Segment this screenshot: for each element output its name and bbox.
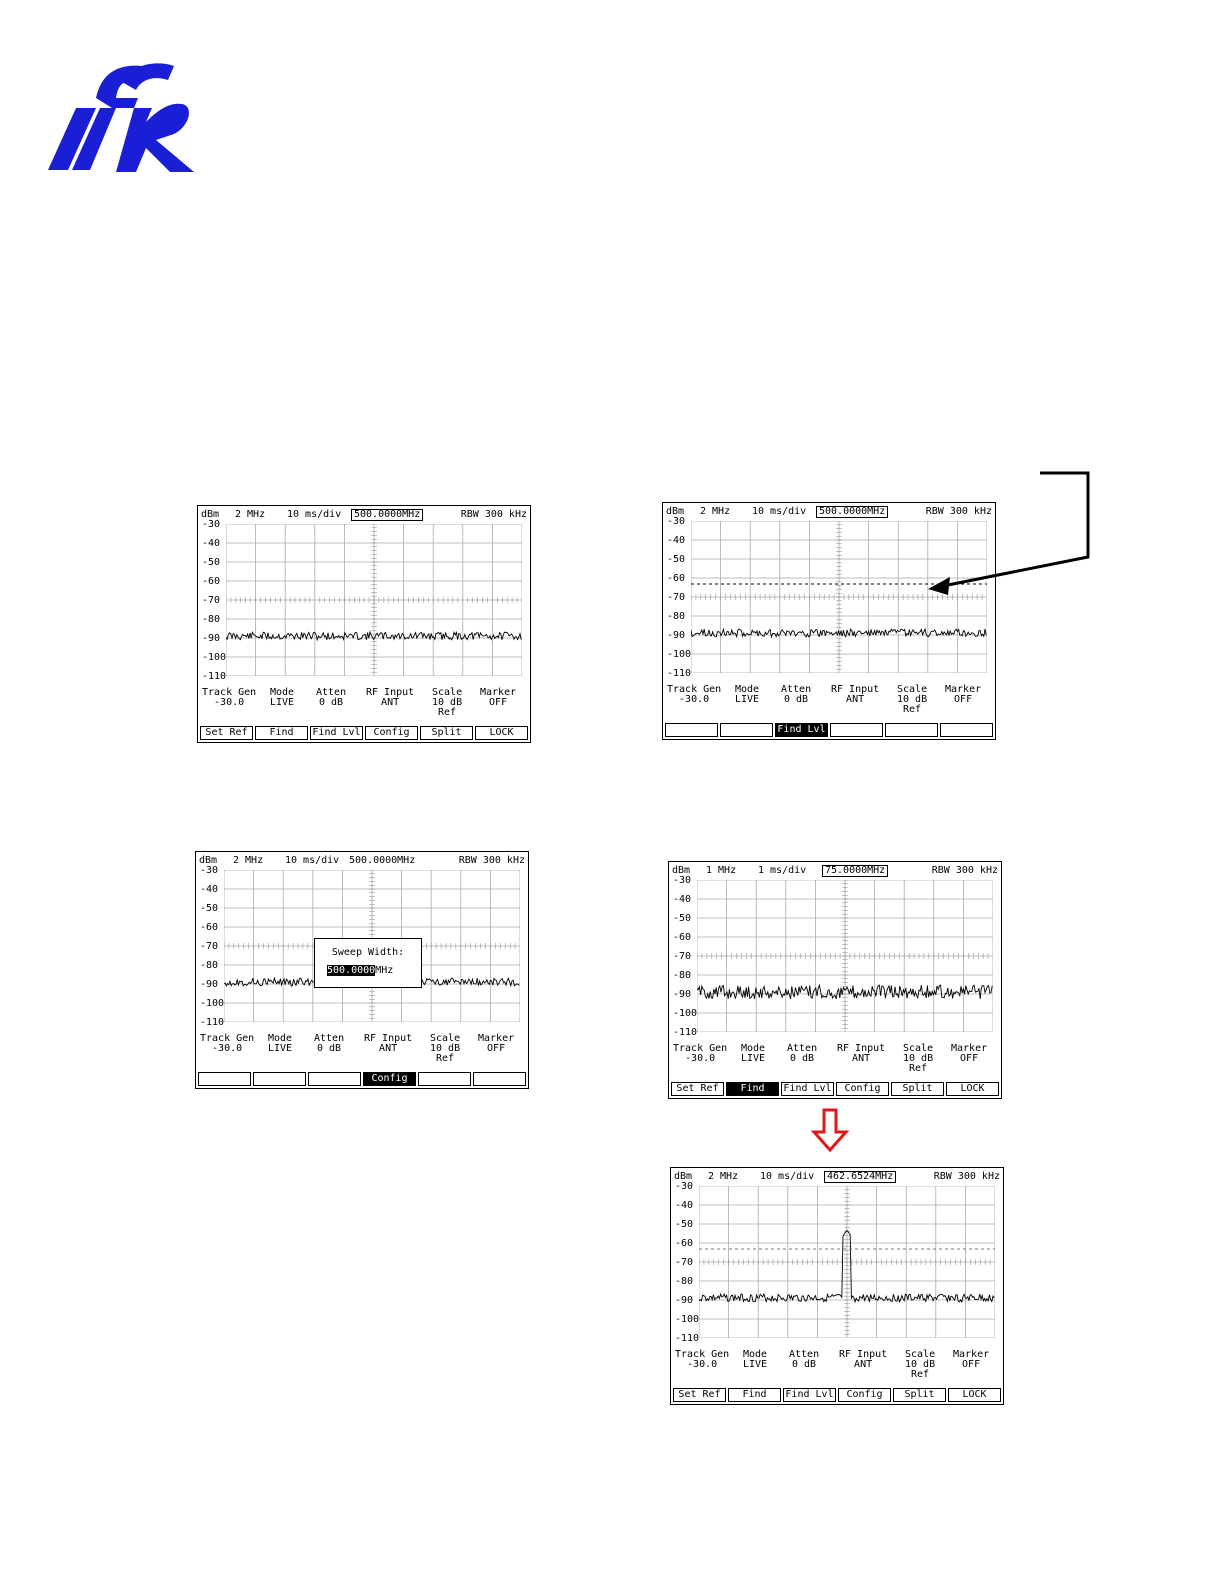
screen-header	[199, 855, 525, 867]
analyzer-screen-1	[197, 505, 531, 743]
softkey-blank-4[interactable]	[418, 1072, 471, 1086]
status-area	[198, 688, 530, 722]
softkey-bar	[671, 1082, 999, 1096]
status-marker: Marker OFF	[945, 684, 982, 705]
span-label: 2 MHz	[700, 506, 731, 517]
softkey-blank-1[interactable]	[253, 1072, 306, 1086]
y-tick-label: -90	[200, 979, 219, 990]
y-tick-label: -40	[675, 1200, 694, 1211]
y-tick-label: -50	[667, 554, 686, 565]
softkey-find-lvl[interactable]: Find Lvl	[781, 1082, 834, 1096]
center-freq: 462.6524MHz	[824, 1171, 896, 1183]
y-tick-label: -60	[673, 932, 692, 943]
status-rf-input: RF Input ANT	[837, 1043, 886, 1064]
unit-label: dBm	[666, 506, 685, 517]
softkey-bar	[200, 726, 528, 740]
y-tick-label: -100	[202, 652, 227, 663]
y-tick-label: -40	[200, 884, 219, 895]
status-track-gen: Track Gen -30.0	[675, 1349, 730, 1370]
status-marker: Marker OFF	[951, 1043, 988, 1064]
screen-header	[672, 865, 998, 877]
softkey-blank-4[interactable]	[885, 723, 938, 737]
center-freq: 500.0000MHz	[816, 506, 888, 518]
sweep-label: 1 ms/div	[758, 865, 807, 876]
softkey-blank-2[interactable]	[308, 1072, 361, 1086]
status-area	[196, 1034, 528, 1068]
y-tick-label: -90	[675, 1295, 694, 1306]
status-rf-input: RF Input ANT	[831, 684, 880, 705]
down-arrow-icon	[810, 1108, 850, 1152]
center-freq: 500.0000MHz	[349, 855, 416, 866]
y-tick-label: -90	[667, 630, 686, 641]
status-area	[663, 685, 995, 719]
unit-label: dBm	[201, 509, 220, 520]
softkey-config[interactable]: Config	[838, 1388, 891, 1402]
status-scale: Scale 10 dB Ref	[897, 684, 928, 715]
softkey-split[interactable]: Split	[891, 1082, 944, 1096]
analyzer-screen-5	[670, 1167, 1004, 1405]
y-tick-label: -90	[202, 633, 221, 644]
y-tick-label: -80	[200, 960, 219, 971]
spectrum-plot	[699, 1186, 995, 1338]
sweep-width-popup[interactable]	[314, 938, 422, 988]
span-label: 2 MHz	[235, 509, 266, 520]
softkey-find-lvl[interactable]: Find Lvl	[775, 723, 828, 737]
y-tick-label: -40	[667, 535, 686, 546]
status-track-gen: Track Gen -30.0	[200, 1033, 255, 1054]
status-atten: Atten 0 dB	[787, 1043, 818, 1064]
y-tick-label: -50	[200, 903, 219, 914]
status-marker: Marker OFF	[953, 1349, 990, 1370]
center-freq: 75.0000MHz	[822, 865, 888, 877]
y-tick-label: -90	[673, 989, 692, 1000]
softkey-blank-5[interactable]	[940, 723, 993, 737]
y-tick-label: -100	[673, 1008, 698, 1019]
status-mode: Mode LIVE	[743, 1349, 768, 1370]
spectrum-plot	[226, 524, 522, 676]
softkey-config[interactable]: Config	[836, 1082, 889, 1096]
status-track-gen: Track Gen -30.0	[673, 1043, 728, 1064]
y-tick-label: -110	[673, 1027, 698, 1038]
softkey-lock[interactable]: LOCK	[475, 726, 528, 740]
status-atten: Atten 0 dB	[316, 687, 347, 708]
spectrum-trace	[699, 1231, 994, 1302]
softkey-set-ref[interactable]: Set Ref	[200, 726, 253, 740]
softkey-bar	[198, 1072, 526, 1086]
softkey-bar	[673, 1388, 1001, 1402]
status-scale: Scale 10 dB Ref	[905, 1349, 936, 1380]
y-tick-label: -110	[202, 671, 227, 682]
y-tick-label: -80	[673, 970, 692, 981]
y-tick-label: -100	[200, 998, 225, 1009]
spectrum-trace	[697, 985, 992, 999]
status-mode: Mode LIVE	[270, 687, 295, 708]
softkey-bar	[665, 723, 993, 737]
span-label: 1 MHz	[706, 865, 737, 876]
softkey-set-ref[interactable]: Set Ref	[673, 1388, 726, 1402]
softkey-config[interactable]: Config	[363, 1072, 416, 1086]
softkey-blank-5[interactable]	[473, 1072, 526, 1086]
span-label: 2 MHz	[708, 1171, 739, 1182]
y-tick-label: -70	[675, 1257, 694, 1268]
status-track-gen: Track Gen -30.0	[202, 687, 257, 708]
status-track-gen: Track Gen -30.0	[667, 684, 722, 705]
status-atten: Atten 0 dB	[314, 1033, 345, 1054]
y-tick-label: -110	[667, 668, 692, 679]
analyzer-screen-4	[668, 861, 1002, 1099]
y-tick-label: -110	[675, 1333, 700, 1344]
unit-label: dBm	[199, 855, 218, 866]
y-tick-label: -30	[200, 865, 219, 876]
y-tick-label: -40	[202, 538, 221, 549]
softkey-split[interactable]: Split	[893, 1388, 946, 1402]
y-tick-label: -50	[675, 1219, 694, 1230]
y-tick-label: -30	[673, 875, 692, 886]
spectrum-trace	[691, 629, 986, 637]
rbw-label: RBW 300 kHz	[460, 509, 527, 520]
softkey-find[interactable]: Find	[255, 726, 308, 740]
spectrum-plot	[697, 880, 993, 1032]
status-marker: Marker OFF	[478, 1033, 515, 1054]
status-rf-input: RF Input ANT	[366, 687, 415, 708]
rbw-label: RBW 300 kHz	[933, 1171, 1000, 1182]
rbw-label: RBW 300 kHz	[931, 865, 998, 876]
center-freq: 500.0000MHz	[351, 509, 423, 521]
rbw-label: RBW 300 kHz	[925, 506, 992, 517]
unit-label: dBm	[672, 865, 691, 876]
softkey-find-lvl[interactable]: Find Lvl	[783, 1388, 836, 1402]
softkey-find[interactable]: Find	[726, 1082, 779, 1096]
softkey-lock[interactable]: LOCK	[946, 1082, 999, 1096]
screen-header	[674, 1171, 1000, 1183]
sweep-label: 10 ms/div	[287, 509, 342, 520]
softkey-find[interactable]: Find	[728, 1388, 781, 1402]
softkey-lock[interactable]: LOCK	[948, 1388, 1001, 1402]
y-tick-label: -80	[202, 614, 221, 625]
status-atten: Atten 0 dB	[781, 684, 812, 705]
popup-value[interactable]: 500.0000MHz	[327, 965, 394, 976]
status-mode: Mode LIVE	[735, 684, 760, 705]
status-atten: Atten 0 dB	[789, 1349, 820, 1370]
y-axis-labels	[675, 1181, 700, 1346]
y-tick-label: -40	[673, 894, 692, 905]
sweep-label: 10 ms/div	[760, 1171, 815, 1182]
screen-header	[201, 509, 527, 521]
y-tick-label: -50	[673, 913, 692, 924]
softkey-blank-0[interactable]	[198, 1072, 251, 1086]
sweep-label: 10 ms/div	[285, 855, 340, 866]
softkey-blank-3[interactable]	[830, 723, 883, 737]
status-area	[671, 1350, 1003, 1384]
softkey-config[interactable]: Config	[365, 726, 418, 740]
y-tick-label: -80	[675, 1276, 694, 1287]
softkey-find-lvl[interactable]: Find Lvl	[310, 726, 363, 740]
y-tick-label: -30	[675, 1181, 694, 1192]
status-scale: Scale 10 dB Ref	[432, 687, 463, 718]
y-axis-labels	[667, 516, 692, 681]
status-rf-input: RF Input ANT	[364, 1033, 413, 1054]
y-tick-label: -70	[200, 941, 219, 952]
status-scale: Scale 10 dB Ref	[430, 1033, 461, 1064]
y-tick-label: -60	[200, 922, 219, 933]
analyzer-screen-3	[195, 851, 529, 1089]
y-tick-label: -100	[675, 1314, 700, 1325]
y-tick-label: -60	[675, 1238, 694, 1249]
y-tick-label: -30	[202, 519, 221, 530]
status-scale: Scale 10 dB Ref	[903, 1043, 934, 1074]
y-tick-label: -70	[673, 951, 692, 962]
popup-title: Sweep Width:	[331, 947, 405, 958]
y-tick-label: -30	[667, 516, 686, 527]
y-tick-label: -70	[202, 595, 221, 606]
y-axis-labels	[200, 865, 225, 1030]
span-label: 2 MHz	[233, 855, 264, 866]
y-axis-labels	[673, 875, 698, 1040]
status-mode: Mode LIVE	[741, 1043, 766, 1064]
y-tick-label: -60	[667, 573, 686, 584]
softkey-blank-0[interactable]	[665, 723, 718, 737]
softkey-blank-1[interactable]	[720, 723, 773, 737]
status-rf-input: RF Input ANT	[839, 1349, 888, 1370]
y-tick-label: -110	[200, 1017, 225, 1028]
status-area	[669, 1044, 1001, 1078]
softkey-set-ref[interactable]: Set Ref	[671, 1082, 724, 1096]
softkey-split[interactable]: Split	[420, 726, 473, 740]
callout-arrow	[920, 465, 1100, 605]
status-mode: Mode LIVE	[268, 1033, 293, 1054]
rbw-label: RBW 300 kHz	[458, 855, 525, 866]
y-tick-label: -70	[667, 592, 686, 603]
y-tick-label: -80	[667, 611, 686, 622]
status-marker: Marker OFF	[480, 687, 517, 708]
ifr-logo	[38, 60, 194, 175]
unit-label: dBm	[674, 1171, 693, 1182]
sweep-label: 10 ms/div	[752, 506, 807, 517]
y-tick-label: -100	[667, 649, 692, 660]
y-axis-labels	[202, 519, 227, 684]
y-tick-label: -50	[202, 557, 221, 568]
y-tick-label: -60	[202, 576, 221, 587]
